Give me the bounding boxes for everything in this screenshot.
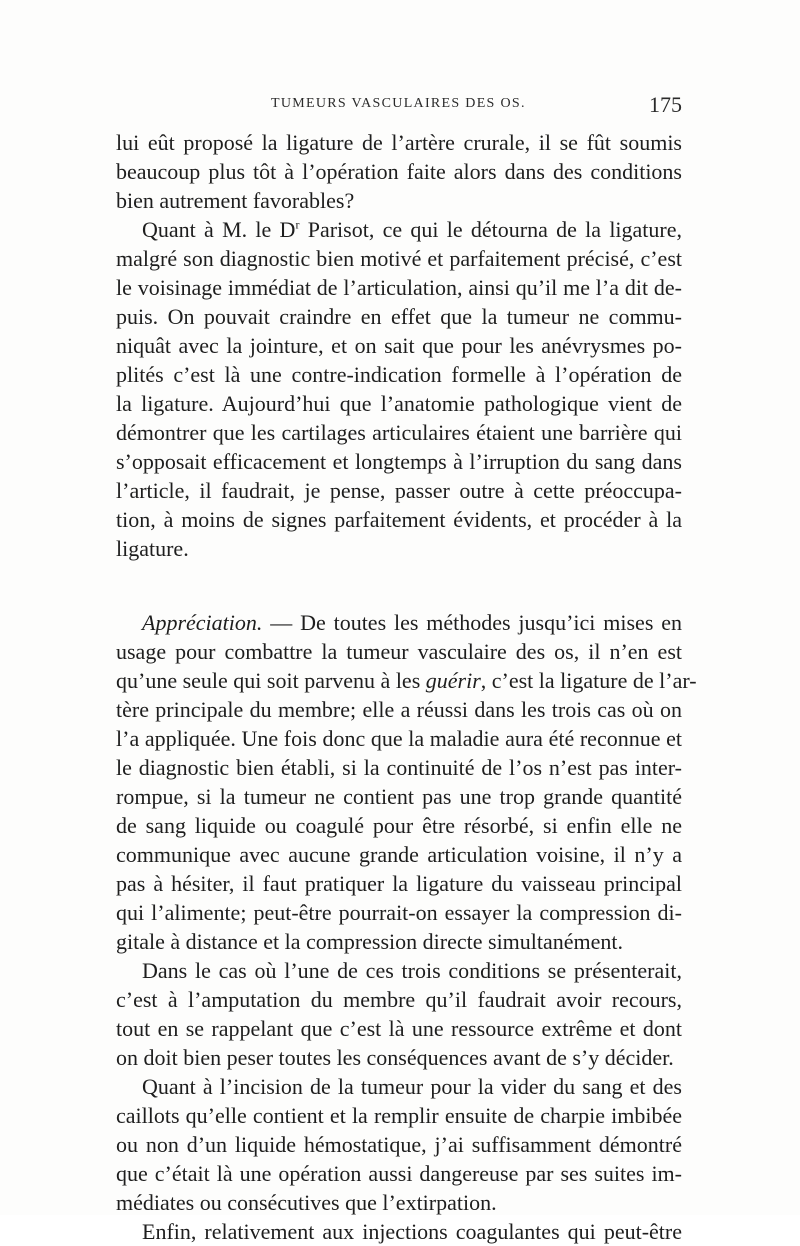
text-line: malgré son diagnostic bien motivé et parfaitement précisé, c’est — [116, 246, 682, 271]
text-line: ou non d’un liquide hémostatique, j’ai suffisamment démontré — [116, 1132, 682, 1157]
text-line: s’opposait efficacement et longtemps à l’irruption du sang dans — [116, 449, 682, 474]
text-line: Quant à l’incision de la tumeur pour la vider du sang et des — [142, 1074, 682, 1099]
text-line: qui l’alimente; peut-être pourrait-on essayer la compression di- — [116, 900, 682, 925]
text-line: le diagnostic bien établi, si la continuité de l’os n’est pas inter- — [116, 755, 682, 780]
text-line: tout en se rappelant que c’est là une ressource extrême et dont — [116, 1016, 682, 1041]
paragraph-4 — [116, 956, 682, 1072]
paragraph-5 — [116, 1072, 682, 1217]
text-line — [116, 215, 682, 244]
italic-word: guérir — [425, 668, 481, 693]
running-head — [116, 92, 682, 120]
text-line: lui eût proposé la ligature de l’artère crurale, il se fût soumis — [116, 130, 682, 155]
page-number: 175 — [649, 92, 682, 117]
text-line: l’a appliquée. Une fois donc que la maladie aura été reconnue et — [116, 726, 682, 751]
text-line: bien autrement favorables? — [116, 188, 355, 213]
section-lead: Appréciation. — [142, 610, 263, 635]
text-line: on doit bien peser toutes les conséquences avant de s’y décider. — [116, 1045, 674, 1070]
running-title: TUMEURS VASCULAIRES DES OS. — [271, 96, 526, 111]
text-line: Dans le cas où l’une de ces trois conditions se présenterait, — [142, 958, 682, 983]
text-line: caillots qu’elle contient et la remplir ensuite de charpie imbibée — [116, 1103, 682, 1128]
text-line: gitale à distance et la compression directe simultanément. — [116, 929, 624, 954]
text-line: démontrer que les cartilages articulaires étaient une barrière qui — [116, 420, 682, 445]
text-line — [116, 666, 697, 695]
paragraph-3 — [116, 608, 697, 956]
text-fragment: qu’une seule qui soit parvenu à les — [116, 668, 426, 693]
text-line: que c’était là une opération aussi dangereuse par ses suites im- — [116, 1161, 682, 1186]
text-line: rompue, si la tumeur ne contient pas une trop grande quantité — [116, 784, 682, 809]
text-line: usage pour combattre la tumeur vasculaire des os, il n’en est — [116, 639, 682, 664]
text-line — [116, 608, 682, 637]
text-line: puis. On pouvait craindre en effet que la tumeur ne commu- — [116, 304, 682, 329]
section-gap — [116, 563, 682, 608]
text-line: l’article, il faudrait, je pense, passer outre à cette préoccupa- — [116, 478, 682, 503]
paragraph-1 — [116, 128, 682, 215]
text-line: le voisinage immédiat de l’articulation, ainsi qu’il me l’a dit de- — [116, 275, 682, 300]
text-fragment: Parisot, ce qui le détourna de la ligature, — [299, 217, 683, 242]
paragraph-6 — [116, 1217, 682, 1246]
text-fragment: — De toutes les méthodes jusqu’ici mises en — [262, 610, 682, 635]
text-fragment: , c’est la ligature de l’ar- — [480, 668, 697, 693]
text-line: de sang liquide ou coagulé pour être résorbé, si enfin elle ne — [116, 813, 682, 838]
text-line: communique avec aucune grande articulation voisine, il n’y a — [116, 842, 682, 867]
text-line: Enfin, relativement aux injections coagulantes qui peut-être — [142, 1219, 682, 1244]
text-line: plités c’est là une contre-indication formelle à l’opération de — [116, 362, 682, 387]
text-line: tion, à moins de signes parfaitement évidents, et procéder à la — [116, 507, 682, 532]
text-line: la ligature. Aujourd’hui que l’anatomie pathologique vient de — [116, 391, 682, 416]
text-line: médiates ou consécutives que l’extirpation. — [116, 1190, 497, 1215]
text-line: niquât avec la jointure, et on sait que pour les anévrysmes po- — [116, 333, 682, 358]
text-line: ligature. — [116, 536, 189, 561]
body-text — [116, 128, 697, 1246]
text-fragment: Quant à M. le D — [142, 217, 296, 242]
text-line: c’est à l’amputation du membre qu’il faudrait avoir recours, — [116, 987, 682, 1012]
superscript-abbreviation: r — [295, 217, 300, 232]
text-line: tère principale du membre; elle a réussi dans les trois cas où on — [116, 697, 682, 722]
text-line: beaucoup plus tôt à l’opération faite alors dans des conditions — [116, 159, 682, 184]
paragraph-2 — [116, 215, 682, 563]
text-line: pas à hésiter, il faut pratiquer la ligature du vaisseau principal — [116, 871, 682, 896]
